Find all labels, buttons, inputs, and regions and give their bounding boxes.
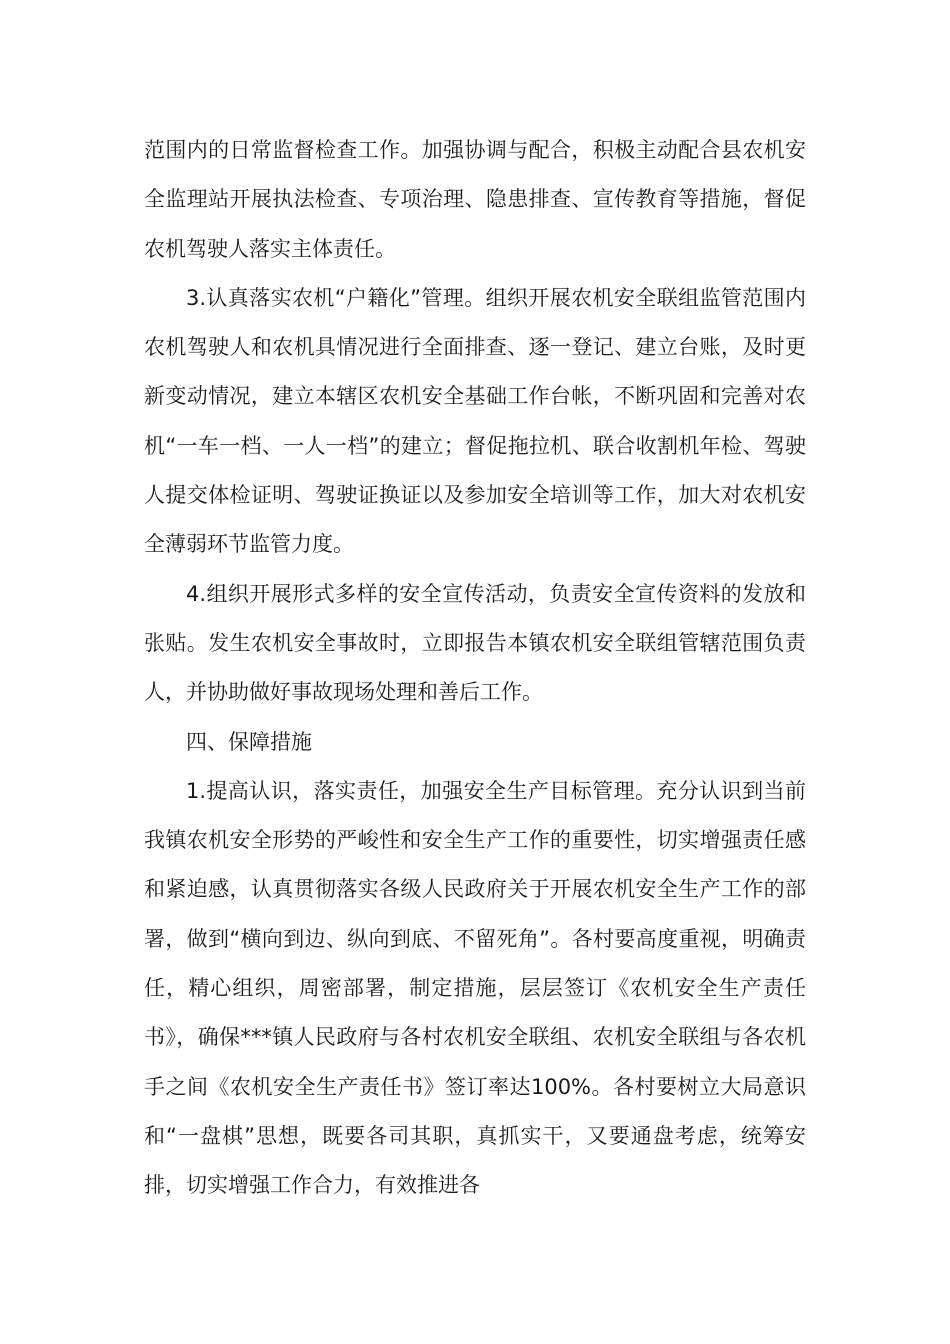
paragraph-raise-awareness: 1.提高认识，落实责任，加强安全生产目标管理。充分认识到当前我镇农机安全形势的严峻性和安全生产工作的重要性，切实增强责任感和紧迫感，认真贯彻落实各级人民政府关于开展农机安全生产工作的部署，做到“横向到边、纵向到底、不留死角”。各村要高度重视，明确责任，精心组织，周密部署，制定措施，层层签订《农机安全生产责任书》，确保***镇人民政府与各村农机安全联组、农机安全联组与各农机手之间《农机安全生产责任书》签订率达100%。各村要树立大局意识和“一盘棋”思想，既要各司其职，真抓实干，又要通盘考虑，统筹安排，切实增强工作合力，有效推进各 [144, 778, 806, 1198]
paragraph-household-management: 3.认真落实农机“户籍化”管理。组织开展农机安全联组监管范围内农机驾驶人和农机具情况进行全面排查、逐一登记、建立台账，及时更新变动情况，建立本辖区农机安全基础工作台帐，不断巩固和完善对农机“一车一档、一人一档”的建立；督促拖拉机、联合收割机年检、驾驶人提交体检证明、驾驶证换证以及参加安全培训等工作，加大对农机安全薄弱环节监管力度。 [144, 285, 806, 557]
document-body [144, 126, 806, 1211]
section-heading-safeguards: 四、保障措施 [186, 729, 312, 754]
paragraph-safety-publicity: 4.组织开展形式多样的安全宣传活动，负责安全宣传资料的发放和张贴。发生农机安全事故时，立即报告本镇农机安全联组管辖范围负责人，并协助做好事故现场处理和善后工作。 [144, 581, 806, 705]
paragraph-continued: 范围内的日常监督检查工作。加强协调与配合，积极主动配合县农机安全监理站开展执法检查、专项治理、隐患排查、宣传教育等措施，督促农机驾驶人落实主体责任。 [144, 138, 806, 261]
